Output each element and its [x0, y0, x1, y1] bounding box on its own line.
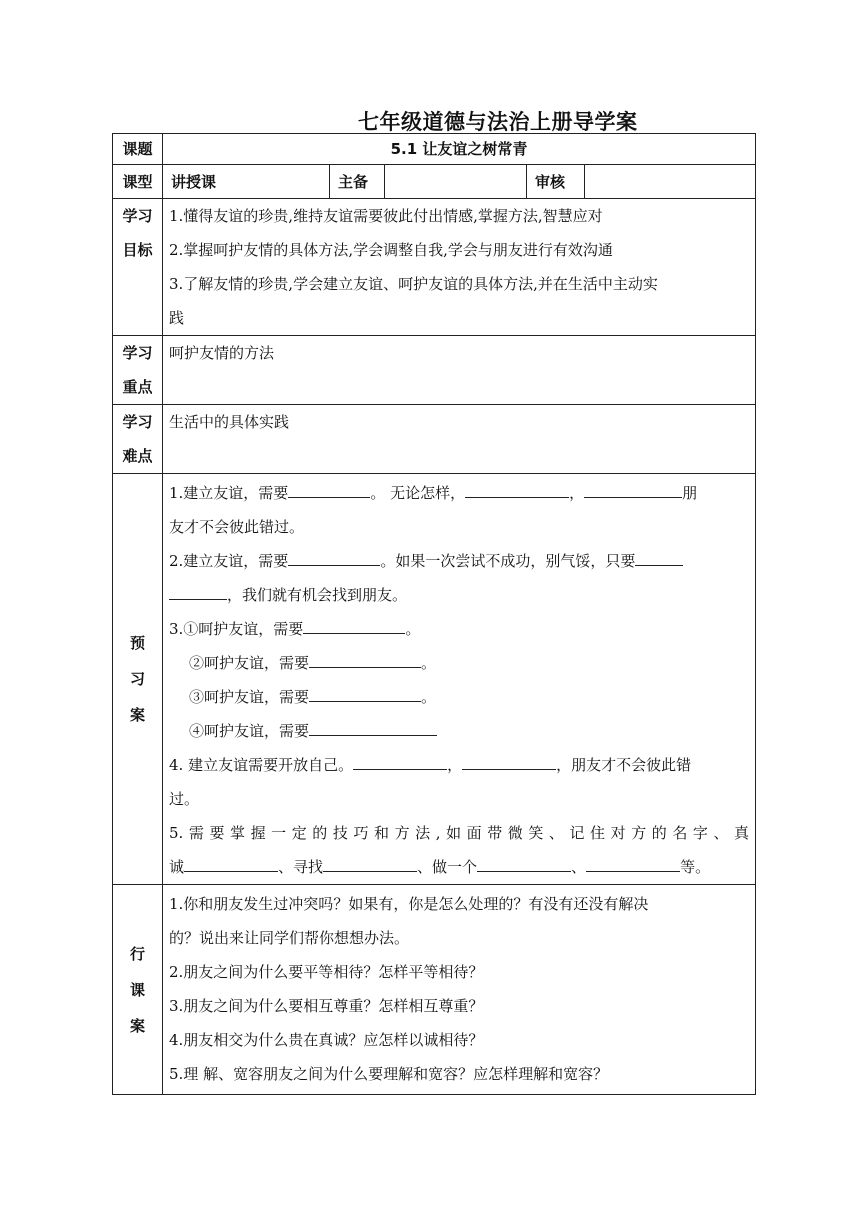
- type-row: [113, 165, 756, 199]
- topic-value: 5.1 让友谊之树常青: [163, 134, 756, 165]
- page-title: 七年级道德与法治上册导学案: [358, 110, 638, 134]
- q1-text: 1.建立友谊，需要: [169, 484, 289, 502]
- blank: [323, 857, 417, 872]
- goal-item: 2.掌握呵护友情的具体方法,学会调整自我,学会与朋友进行有效沟通: [169, 241, 613, 259]
- practice-item: 5.理 解、宽容朋友之间为什么要理解和宽容？应怎样理解和宽容？: [169, 1065, 609, 1083]
- q3-text: ③呵护友谊，需要: [189, 688, 310, 706]
- q4-text: ，: [447, 756, 463, 774]
- difficulty-row: [113, 405, 756, 474]
- difficulty-content: 生活中的具体实践: [163, 405, 756, 474]
- q5-text: 、做一个: [417, 858, 478, 876]
- preview-label-char: 习: [129, 670, 145, 688]
- type-label: 课型: [113, 165, 163, 199]
- preview-q3-2: [169, 646, 749, 680]
- goals-label-1: 学习: [122, 207, 153, 225]
- preview-label-char: 预: [129, 634, 145, 652]
- preview-content: [163, 474, 756, 885]
- preview-q2: [169, 544, 749, 578]
- blank: [353, 755, 447, 770]
- goal-item: 1.懂得友谊的珍贵,维持友谊需要彼此付出情感,掌握方法,智慧应对: [169, 207, 603, 225]
- q1-text: 朋: [682, 484, 698, 502]
- blank: [584, 483, 682, 498]
- q3-text: 。: [421, 688, 437, 706]
- q3-text: 。: [421, 654, 437, 672]
- q1-text: ，: [569, 484, 585, 502]
- q1-text: 。 无论怎样，: [370, 484, 466, 502]
- q4-text: 4. 建立友谊需要开放自己。: [169, 756, 354, 774]
- preview-q5-cont: [169, 850, 749, 884]
- practice-label-char: 课: [129, 980, 145, 999]
- preview-q3-3: [169, 680, 749, 714]
- practice-row: [113, 885, 756, 1095]
- q5-text: 等。: [680, 858, 711, 876]
- preview-q3-4: [169, 714, 749, 748]
- topic-row: [113, 134, 756, 165]
- topic-label: 课题: [113, 134, 163, 165]
- q5-text: 、寻找: [278, 858, 324, 876]
- q3-text: ④呵护友谊，需要: [189, 722, 310, 740]
- practice-item: 1.你和朋友发生过冲突吗？如果有，你是怎么处理的？有没有还没有解决: [169, 895, 649, 913]
- key-row: [113, 336, 756, 405]
- preview-q5: 5.需要掌握一定的技巧和方法,如面带微笑、记住对方的名字、真: [169, 824, 750, 842]
- practice-item: 的？说出来让同学们帮你想想办法。: [169, 929, 410, 947]
- q4-text: ，朋友才不会彼此错: [556, 756, 692, 774]
- practice-item: 2.朋友之间为什么要平等相待？怎样平等相待？: [169, 963, 484, 981]
- blank: [184, 857, 278, 872]
- practice-label-char: 案: [129, 1016, 145, 1035]
- q2-text: 2.建立友谊，需要: [169, 552, 289, 570]
- q3-text: ②呵护友谊，需要: [189, 654, 310, 672]
- goal-item: 3.了解友情的珍贵,学会建立友谊、呵护友谊的具体方法,并在生活中主动实: [169, 275, 658, 293]
- preview-q1: [169, 476, 749, 510]
- host-value: [385, 165, 527, 199]
- goals-label-2: 目标: [122, 241, 153, 259]
- practice-content: [163, 885, 756, 1095]
- blank: [465, 483, 569, 498]
- key-label-2: 重点: [122, 378, 153, 396]
- key-content: 呵护友情的方法: [163, 336, 756, 405]
- preview-label-char: 案: [129, 706, 145, 724]
- study-guide-table: [112, 133, 756, 1095]
- key-label-1: 学习: [122, 344, 153, 362]
- practice-item: 4.朋友相交为什么贵在真诚？应怎样以诚相待？: [169, 1031, 484, 1049]
- preview-q4: [169, 748, 749, 782]
- preview-q1-cont: 友才不会彼此错过。: [169, 518, 305, 536]
- review-label: 审核: [527, 165, 585, 199]
- q2-text: 。如果一次尝试不成功，别气馁，只要: [380, 552, 636, 570]
- blank: [462, 755, 556, 770]
- goal-item: 践: [169, 309, 185, 327]
- preview-row: [113, 474, 756, 885]
- difficulty-label-1: 学习: [122, 413, 153, 431]
- blank: [288, 551, 380, 566]
- goals-content: [163, 199, 756, 336]
- blank: [169, 585, 227, 600]
- type-value: 讲授课: [163, 165, 330, 199]
- blank: [635, 551, 683, 566]
- goals-row: [113, 199, 756, 336]
- blank: [309, 653, 421, 668]
- preview-q2-cont: [169, 578, 749, 612]
- q3-text: 3.①呵护友谊，需要: [169, 620, 304, 638]
- blank: [303, 619, 405, 634]
- q2-text: ，我们就有机会找到朋友。: [227, 586, 408, 604]
- q3-text: 。: [405, 620, 421, 638]
- host-label: 主备: [330, 165, 385, 199]
- blank: [309, 721, 437, 736]
- difficulty-label-2: 难点: [122, 447, 153, 465]
- blank: [288, 483, 370, 498]
- q5-text: 诚: [169, 858, 185, 876]
- blank: [586, 857, 680, 872]
- preview-q3-1: [169, 612, 749, 646]
- practice-item: 3.朋友之间为什么要相互尊重？怎样相互尊重？: [169, 997, 484, 1015]
- blank: [309, 687, 421, 702]
- q5-text: 、: [571, 858, 587, 876]
- practice-label-char: 行: [129, 944, 145, 963]
- review-value: [585, 165, 756, 199]
- blank: [477, 857, 571, 872]
- preview-q4-cont: 过。: [169, 790, 200, 808]
